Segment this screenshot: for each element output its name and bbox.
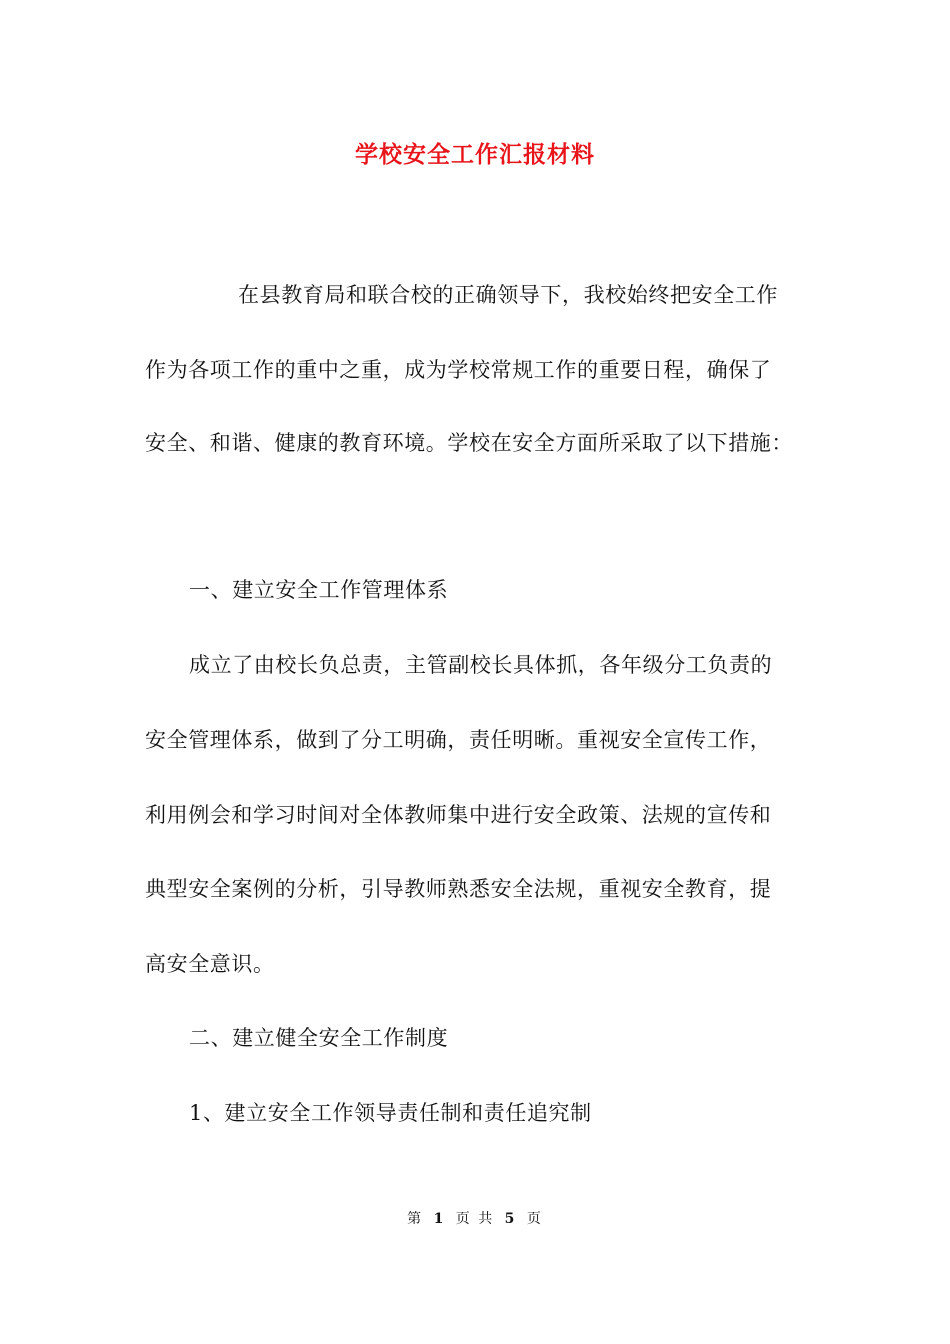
paragraph2-line3: 利用例会和学习时间对全体教师集中进行安全政策、法规的宣传和 bbox=[145, 803, 772, 827]
paragraph2-line4: 典型安全案例的分析，引导教师熟悉安全法规，重视安全教育，提 bbox=[145, 877, 772, 901]
paragraph2-line2: 安全管理体系，做到了分工明确，责任明晰。重视安全宣传工作， bbox=[145, 728, 772, 752]
paragraph2-line5: 高安全意识。 bbox=[145, 952, 275, 976]
section2-heading: 二、建立健全安全工作制度 bbox=[189, 1026, 449, 1050]
section1-heading: 一、建立安全工作管理体系 bbox=[189, 578, 449, 602]
footer-suffix: 页 bbox=[526, 1211, 543, 1227]
footer-current-page: 1 bbox=[433, 1211, 446, 1227]
document-title: 学校安全工作汇报材料 bbox=[355, 141, 595, 168]
page-footer bbox=[0, 1208, 950, 1228]
footer-total-pages: 5 bbox=[504, 1211, 517, 1227]
paragraph1-line2: 作为各项工作的重中之重，成为学校常规工作的重要日程，确保了 bbox=[145, 358, 772, 382]
paragraph2-line1: 成立了由校长负总责，主管副校长具体抓，各年级分工负责的 bbox=[189, 653, 773, 677]
footer-middle: 页 共 bbox=[455, 1211, 495, 1227]
subsection1-heading: 1、建立安全工作领导责任制和责任追究制 bbox=[189, 1101, 592, 1125]
paragraph1-line1: 在县教育局和联合校的正确领导下，我校始终把安全工作 bbox=[238, 283, 778, 307]
paragraph1-line3: 安全、和谐、健康的教育环境。学校在安全方面所采取了以下措施： bbox=[145, 431, 793, 455]
footer-prefix: 第 bbox=[407, 1211, 424, 1227]
